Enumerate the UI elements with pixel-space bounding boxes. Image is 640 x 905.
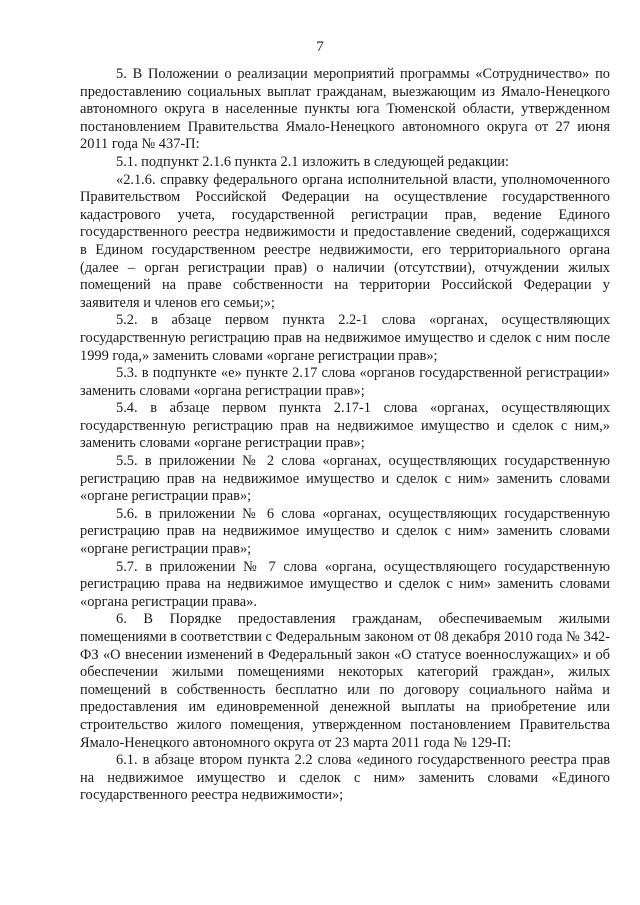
- paragraph-5: 5. В Положении о реализации мероприятий программы «Сотрудничество» по предоставлению социальных выплат гражданам, выезжающим из Ямало-Ненецкого автономного округа в населенные пункты юга Тюменской области, утвержденном постановлением Правительства Ямало-Ненецкого автономного округа от 27 июня 2011 года № 437-П:: [80, 66, 610, 153]
- paragraph-5-1: 5.1. подпункт 2.1.6 пункта 2.1 изложить в следующей редакции:: [116, 153, 509, 170]
- document-body: [80, 66, 610, 805]
- paragraph-5-2: 5.2. в абзаце первом пункта 2.2-1 слова «органах, осуществляющих государственную регистрацию прав на недвижимое имущество и сделок с ним после 1999 года,» заменить словами «органе регистрации прав»;: [80, 312, 610, 364]
- paragraph-5-3: 5.3. в подпункте «е» пункте 2.17 слова «органов государственной регистрации» заменить словами «органа регистрации прав»;: [80, 365, 610, 399]
- paragraph-5-5: 5.5. в приложении № 2 слова «органах, осуществляющих государственную регистрацию прав на недвижимое имущество и сделок с ним» заменить словами «органе регистрации прав»;: [80, 453, 610, 505]
- paragraph-2-1-6-quote: «2.1.6. справку федерального органа исполнительной власти, уполномоченного Правительством Российской Федерации на осуществление государственного кадастрового учета, государственной регистрации прав, ведение Единого государственного реестра недвижимости и предоставление сведений, содержащихся в Едином государственном реестре недвижимости, его территориального органа (далее – орган регистрации прав) о наличии (отсутствии), отчуждении жилых помещений на праве собственности на территории Российской Федерации у заявителя и членов его семьи;»;: [80, 171, 610, 311]
- paragraph-5-7: 5.7. в приложении № 7 слова «органа, осуществляющего государственную регистрацию права на недвижимое имущество и сделок с ним» заменить словами «органа регистрации права».: [80, 558, 610, 610]
- paragraph-5-6: 5.6. в приложении № 6 слова «органах, осуществляющих государственную регистрацию прав на недвижимое имущество и сделок с ним» заменить словами «органе регистрации прав»;: [80, 505, 610, 558]
- page-number: 7: [316, 39, 324, 55]
- paragraph-6: 6. В Порядке предоставления гражданам, обеспечиваемым жилыми помещениями в соответствии с Федеральным законом от 08 декабря 2010 года № 342-ФЗ «О внесении изменений в Федеральный закон «О статусе военнослужащих» и об обеспечении жилыми помещениями некоторых категорий граждан», жилых помещений в собственность бесплатно или по договору социального найма и предоставления им единовременной денежной выплаты на приобретение или строительство жилого помещения, утвержденном постановлением Правительства Ямало-Ненецкого автономного округа от 23 марта 2011 года № 129-П:: [80, 611, 610, 751]
- paragraph-6-1: 6.1. в абзаце втором пункта 2.2 слова «единого государственного реестра прав на недвижимое имущество и сделок с ним» заменить словами «Единого государственного реестра недвижимости»;: [80, 752, 610, 804]
- paragraph-5-4: 5.4. в абзаце первом пункта 2.17-1 слова «органах, осуществляющих государственную регистрацию прав на недвижимое имущество и сделок с ним,» заменить словами «органе регистрации прав»;: [80, 400, 610, 452]
